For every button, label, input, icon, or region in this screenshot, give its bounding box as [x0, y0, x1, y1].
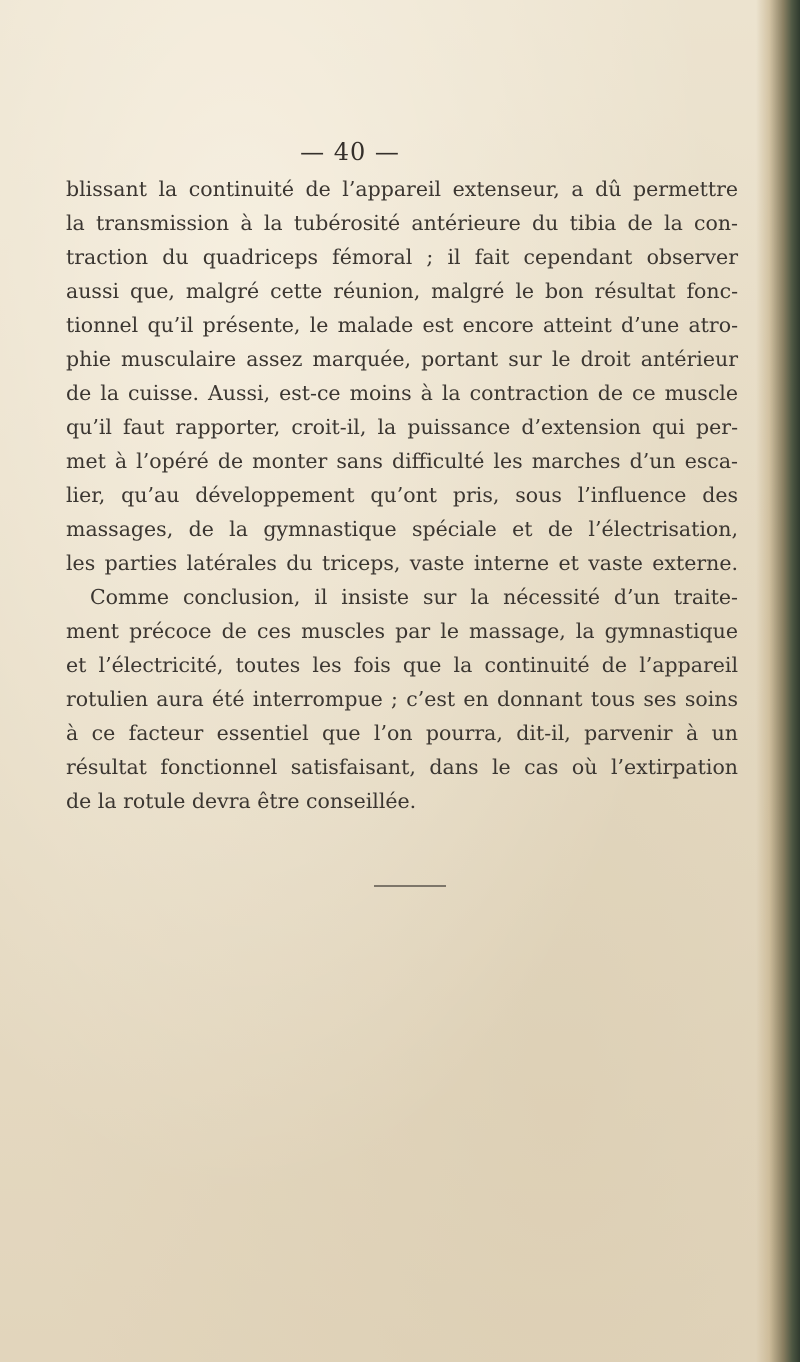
text-line: massages, de la gymnastique spéciale et de l’électrisation, [66, 517, 738, 541]
text-line: ment précoce de ces muscles par le massage, la gymnastique [66, 619, 738, 643]
text-line: Comme conclusion, il insiste sur la nécessité d’un traite- [90, 585, 738, 609]
text-line: rotulien aura été interrompue ; c’est en donnant tous ses soins [66, 687, 738, 711]
text-line: aussi que, malgré cette réunion, malgré le bon résultat fonc- [66, 279, 738, 303]
text-line: traction du quadriceps fémoral ; il fait cependant observer [66, 245, 738, 269]
text-line: de la cuisse. Aussi, est-ce moins à la contraction de ce muscle [66, 381, 738, 405]
body-paragraph [66, 172, 738, 818]
text-line: à ce facteur essentiel que l’on pourra, dit-il, parvenir à un [66, 721, 738, 745]
text-line: et l’électricité, toutes les fois que la continuité de l’appareil [66, 653, 738, 677]
text-line: les parties latérales du triceps, vaste interne et vaste externe. [66, 551, 738, 575]
text-line: phie musculaire assez marquée, portant sur le droit antérieur [66, 347, 738, 371]
page-number: — 40 — [300, 138, 400, 166]
text-line: tionnel qu’il présente, le malade est encore atteint d’une atro- [66, 313, 738, 337]
text-line: la transmission à la tubérosité antérieure du tibia de la con- [66, 211, 738, 235]
text-line: résultat fonctionnel satisfaisant, dans le cas où l’extirpation [66, 755, 738, 779]
text-line: de la rotule devra être conseillée. [66, 789, 417, 813]
text-line: qu’il faut rapporter, croit-il, la puissance d’extension qui per- [66, 415, 738, 439]
text-line: met à l’opéré de monter sans difficulté les marches d’un esca- [66, 449, 738, 473]
page-binding-edge [756, 0, 800, 1362]
section-divider-rule [374, 885, 446, 887]
text-line: blissant la continuité de l’appareil extenseur, a dû permettre [66, 177, 738, 201]
text-line: lier, qu’au développement qu’ont pris, sous l’influence des [66, 483, 738, 507]
